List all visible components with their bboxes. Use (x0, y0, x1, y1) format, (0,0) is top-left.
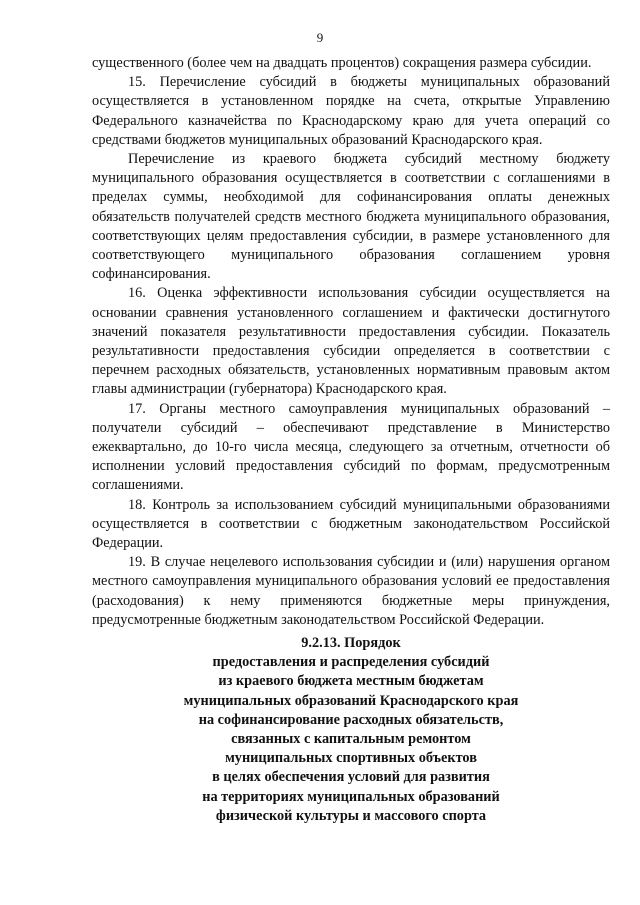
heading-line: физической культуры и массового спорта (215, 807, 487, 824)
heading-line: муниципальных спортивных объектов (225, 750, 477, 767)
section-heading (92, 634, 610, 826)
paragraph-15: 15. Перечисление субсидий в бюджеты муниципальных образований осуществляется в установленном порядке на счета, открытые Управлению Федерального казначейства по Краснодарскому краю для учета операций со средствами бюджетов муниципальных образований Краснодарского края. (92, 74, 610, 148)
heading-line: на территориях муниципальных образований (202, 788, 500, 805)
paragraph-16: 16. Оценка эффективности использования субсидии осуществляется на основании сравнения установленного соглашением и фактически достигнутого значений показателя результативности предоставления субсидии. Показатель результативности предоставления субсидии определяется в соответствии с перечнем расходных обязательств, установленных нормативным правовым актом главы администрации (губернатора) Краснодарского края. (92, 285, 610, 398)
paragraph-continued: существенного (более чем на двадцать процентов) сокращения размера субсидии. (92, 55, 592, 71)
heading-line: муниципальных образований Краснодарского края (183, 692, 519, 709)
heading-line: из краевого бюджета местным бюджетам (218, 673, 484, 690)
paragraph-17: 17. Органы местного самоуправления муниципальных образований – получатели субсидий – обеспечивают представление в Министерство ежеквартально, до 10-го числа месяца, следующего за отчетным, отчетности об исполнении условий предоставления субсидий по формам, предусмотренным соглашениями. (92, 400, 610, 494)
heading-line: предоставления и распределения субсидий (212, 654, 490, 671)
paragraph-15-transfer: Перечисление из краевого бюджета субсидий местному бюджету муниципального образования осуществляется в соответствии с соглашениями в пределах суммы, необходимой для софинансирования оплаты денежных обязательств получателей средств местного бюджета муниципального образования, соответствующих целям предоставления субсидии, в размере установленного для соответствующего муниципального образования соглашением уровня софинансирования. (92, 151, 610, 283)
heading-line: в целях обеспечения условий для развития (212, 769, 490, 786)
paragraph-18: 18. Контроль за использованием субсидий муниципальными образованиями осуществляется в соответствии с бюджетным законодательством Российской Федерации. (92, 496, 610, 552)
heading-line: 9.2.13. Порядок (301, 635, 401, 651)
document-body (92, 54, 610, 630)
page-number: 9 (316, 30, 324, 45)
paragraph-19: 19. В случае нецелевого использования субсидии и (или) нарушения органом местного самоуправления муниципального образования условий ее предоставления (расходования) к нему применяются бюджетные меры принуждения, предусмотренные бюджетным законодательством Российской Федерации. (92, 554, 610, 628)
heading-line: на софинансирование расходных обязательств, (198, 711, 504, 728)
heading-line: связанных с капитальным ремонтом (231, 731, 471, 748)
